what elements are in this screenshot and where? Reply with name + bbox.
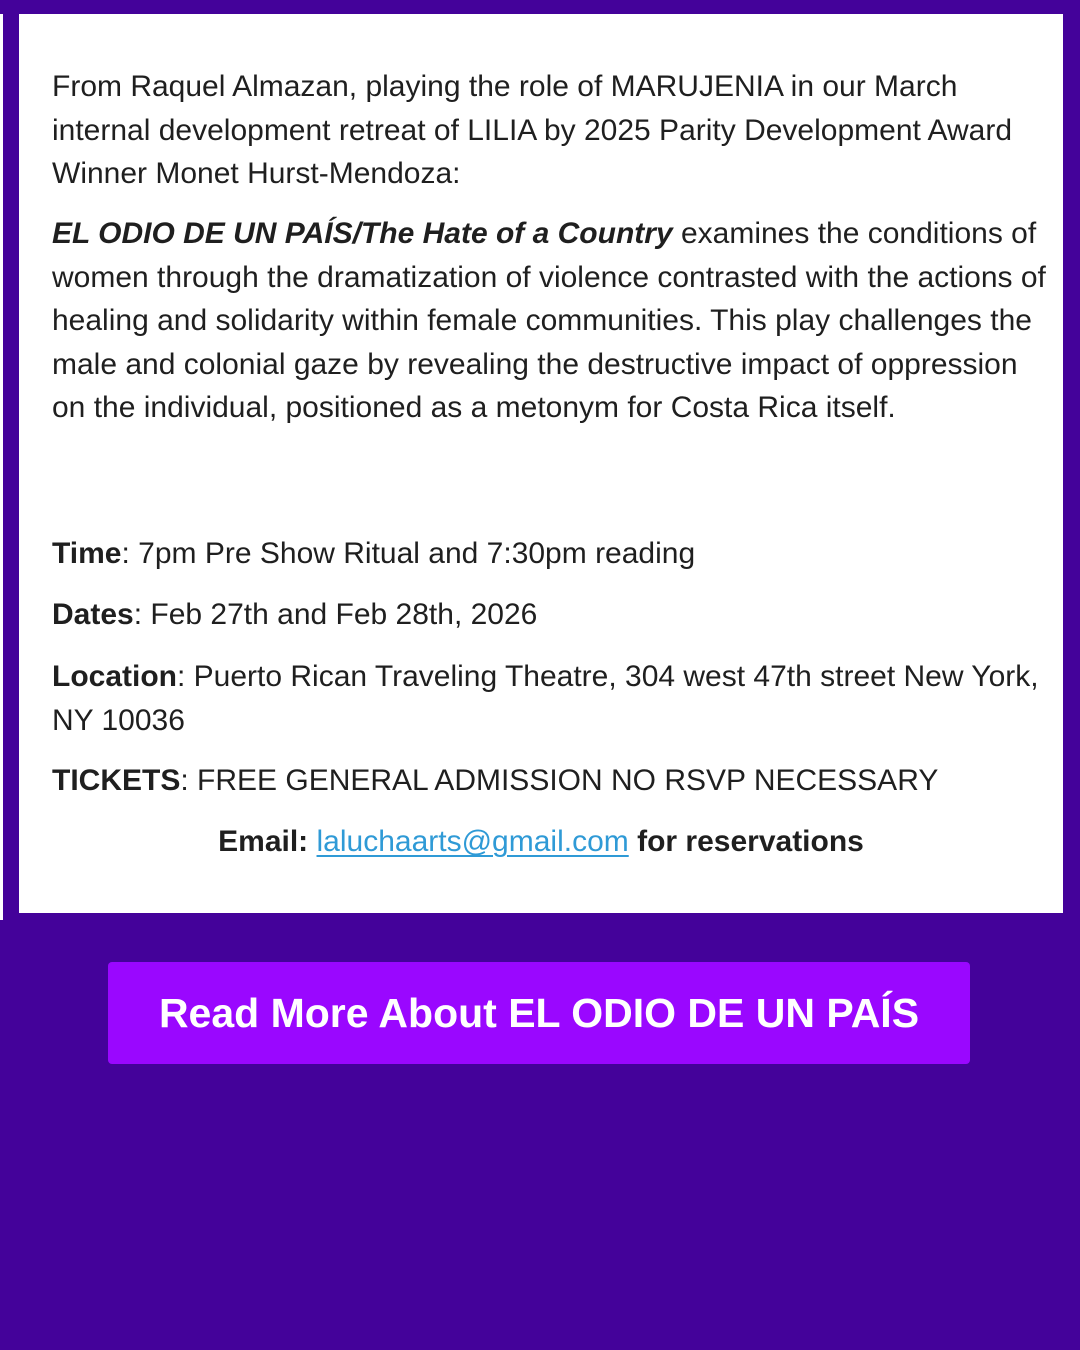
email-label: Email:	[218, 825, 309, 858]
email-line	[19, 820, 1063, 864]
location-line	[52, 655, 1052, 742]
play-title: EL ODIO DE UN PAÍS/The Hate of a Country	[52, 217, 673, 250]
email-link[interactable]: laluchaarts@gmail.com	[316, 825, 629, 858]
left-edge-strip	[0, 14, 3, 920]
tickets-line	[52, 759, 1052, 803]
dates-line	[52, 593, 1052, 637]
read-more-button[interactable]: Read More About EL ODIO DE UN PAÍS	[108, 962, 970, 1064]
tickets-label: TICKETS	[52, 764, 181, 797]
dates-value: : Feb 27th and Feb 28th, 2026	[133, 598, 538, 631]
event-info-card	[19, 14, 1063, 913]
dates-label: Dates	[52, 598, 134, 631]
email-suffix: for reservations	[637, 825, 864, 858]
description-paragraph	[52, 212, 1052, 430]
time-value: : 7pm Pre Show Ritual and 7:30pm reading	[121, 537, 696, 570]
location-label: Location	[52, 660, 177, 693]
intro-paragraph: From Raquel Almazan, playing the role of MARUJENIA in our March internal development retreat of LILIA by 2025 Parity Development Award Winner Monet Hurst-Mendoza:	[52, 70, 1013, 190]
tickets-value: : FREE GENERAL ADMISSION NO RSVP NECESSARY	[180, 764, 939, 797]
time-line	[52, 532, 1052, 576]
location-value: : Puerto Rican Traveling Theatre, 304 west 47th street New York, NY 10036	[52, 660, 1039, 737]
description-body: examines the conditions of women through the dramatization of violence contrasted with the actions of healing and solidarity within female communities. This play challenges the male and colonial gaze by revealing the destructive impact of oppression on the individual, positioned as a metonym for Costa Rica itself.	[52, 217, 1046, 424]
time-label: Time	[52, 537, 122, 570]
